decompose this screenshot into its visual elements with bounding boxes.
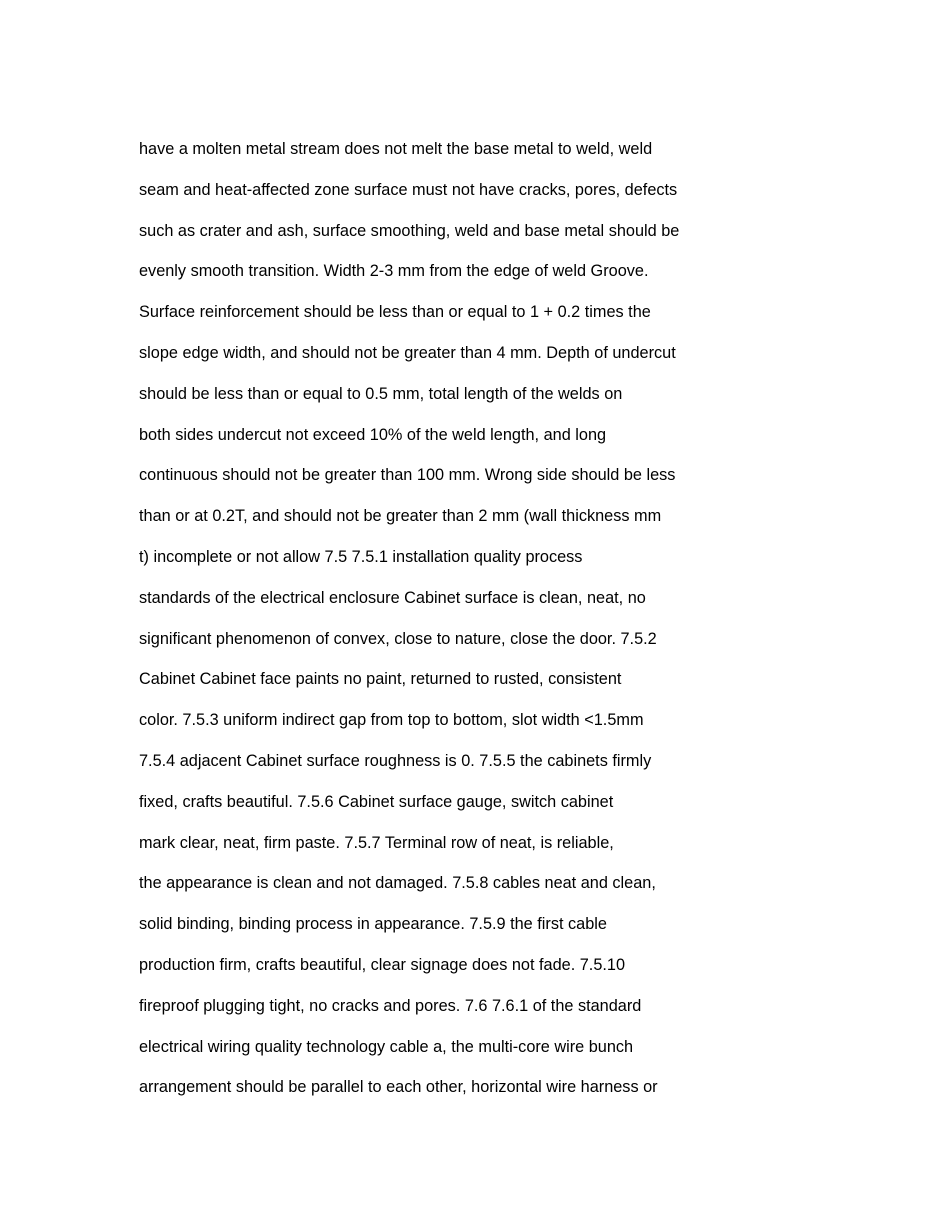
text-line: fixed, crafts beautiful. 7.5.6 Cabinet surface gauge, switch cabinet [139,792,614,811]
text-line: slope edge width, and should not be greater than 4 mm. Depth of undercut [139,343,676,362]
text-line: production firm, crafts beautiful, clear signage does not fade. 7.5.10 [139,955,626,974]
text-line: t) incomplete or not allow 7.5 7.5.1 installation quality process [139,547,583,566]
text-line: color. 7.5.3 uniform indirect gap from top to bottom, slot width <1.5mm [139,711,644,730]
text-line: arrangement should be parallel to each other, horizontal wire harness or [139,1078,658,1097]
text-line: solid binding, binding process in appearance. 7.5.9 the first cable [139,915,607,934]
text-line: continuous should not be greater than 100 mm. Wrong side should be less [139,466,676,485]
text-line: electrical wiring quality technology cable a, the multi-core wire bunch [139,1037,634,1056]
text-line: standards of the electrical enclosure Cabinet surface is clean, neat, no [139,588,646,607]
text-line: should be less than or equal to 0.5 mm, total length of the welds on [139,384,623,403]
text-line: seam and heat-affected zone surface must not have cracks, pores, defects [139,180,678,199]
body-text [139,129,839,1108]
text-line: mark clear, neat, firm paste. 7.5.7 Terminal row of neat, is reliable, [139,833,614,852]
text-line: than or at 0.2T, and should not be greater than 2 mm (wall thickness mm [139,507,662,526]
text-line: Cabinet Cabinet face paints no paint, returned to rusted, consistent [139,670,622,689]
text-line: have a molten metal stream does not melt the base metal to weld, weld [139,140,653,158]
text-line: significant phenomenon of convex, close to nature, close the door. 7.5.2 [139,629,657,648]
text-line: Surface reinforcement should be less than or equal to 1 + 0.2 times the [139,303,651,322]
text-line: both sides undercut not exceed 10% of the weld length, and long [139,425,607,444]
text-line: fireproof plugging tight, no cracks and pores. 7.6 7.6.1 of the standard [139,996,642,1015]
text-line: evenly smooth transition. Width 2-3 mm from the edge of weld Groove. [139,262,649,281]
text-line: such as crater and ash, surface smoothing, weld and base metal should be [139,221,680,240]
text-line: the appearance is clean and not damaged. 7.5.8 cables neat and clean, [139,874,656,893]
text-line: 7.5.4 adjacent Cabinet surface roughness is 0. 7.5.5 the cabinets firmly [139,751,652,770]
